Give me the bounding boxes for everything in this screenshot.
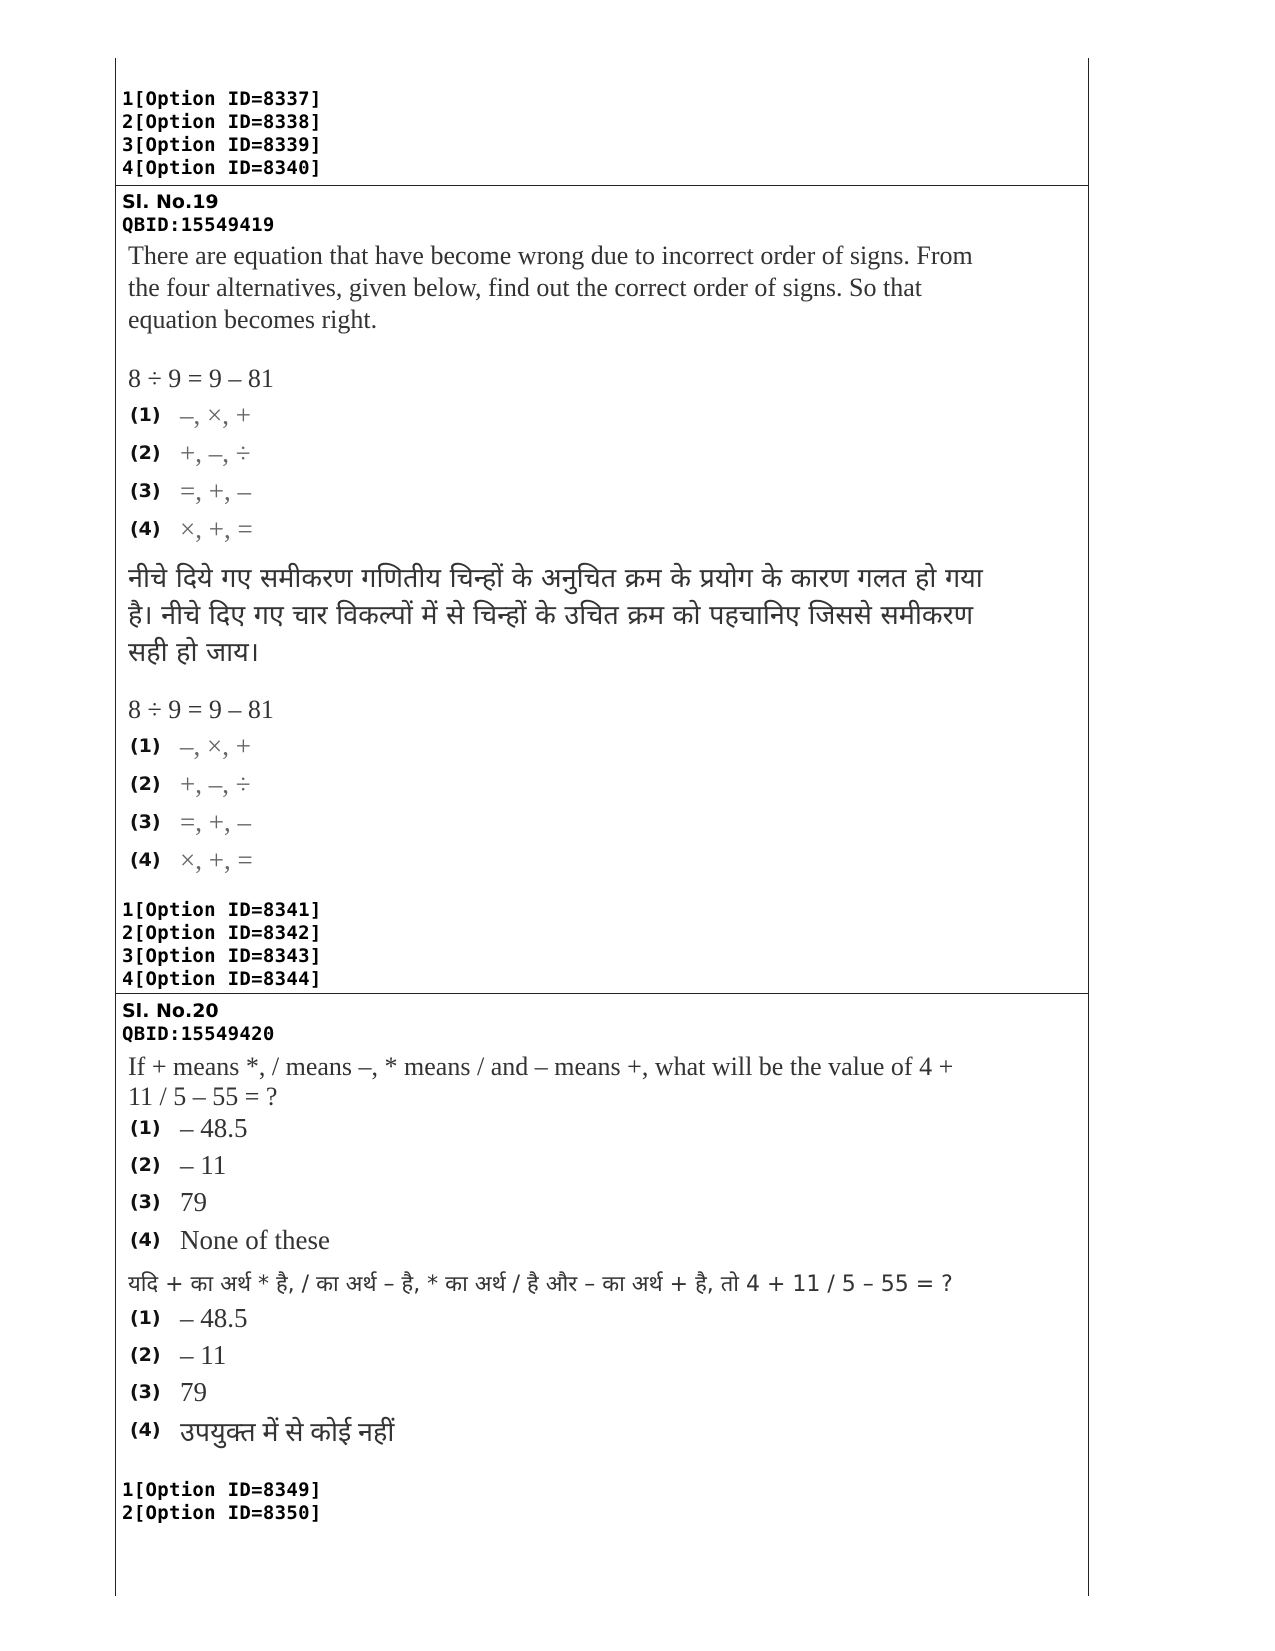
q20-option-2 — [130, 1150, 226, 1180]
q19-option-2 — [130, 438, 251, 468]
q20-option-3 — [130, 1187, 207, 1217]
option-text: उपयुक्त में से कोई नहीं — [180, 1416, 395, 1447]
q19-hindi-option-3 — [130, 807, 251, 837]
q19-header — [122, 191, 275, 237]
q19-english-question — [128, 240, 973, 336]
option-number: (1) — [130, 735, 161, 757]
q20-hindi-option-2 — [130, 1340, 226, 1370]
q20-serial: Sl. No.20 — [122, 1000, 219, 1022]
q20-hindi-option-1 — [130, 1303, 248, 1333]
option-id: 3[Option ID=8343] — [122, 945, 322, 967]
option-id: 3[Option ID=8339] — [122, 134, 322, 156]
option-text: =, +, – — [180, 806, 251, 837]
option-text: –, ×, + — [180, 399, 251, 430]
option-text: – 11 — [180, 1339, 227, 1370]
q19-hindi-question — [128, 560, 983, 671]
q19-hindi-option-2 — [130, 769, 251, 799]
option-number: (1) — [130, 1307, 161, 1329]
q19-hindi-option-1 — [130, 731, 251, 761]
option-number: (3) — [130, 811, 161, 833]
option-number: (2) — [130, 773, 161, 795]
option-text: ×, +, = — [180, 513, 253, 544]
option-text: – 48.5 — [180, 1112, 248, 1143]
option-text: =, +, – — [180, 475, 251, 506]
option-text: 79 — [180, 1186, 207, 1217]
option-id: 4[Option ID=8340] — [122, 157, 322, 179]
q19-option-4 — [130, 514, 253, 544]
option-text: None of these — [180, 1224, 330, 1255]
option-number: (1) — [130, 1117, 161, 1139]
option-number: (4) — [130, 1419, 161, 1441]
option-number: (2) — [130, 1344, 161, 1366]
option-text: 79 — [180, 1376, 207, 1407]
question-line: the four alternatives, given below, find out the correct order of signs. So that — [128, 273, 922, 302]
q19-qbid: QBID:15549419 — [122, 214, 275, 236]
option-number: (3) — [130, 1381, 161, 1403]
question-line: There are equation that have become wrong due to incorrect order of signs. From — [128, 241, 973, 270]
question-line: नीचे दिये गए समीकरण गणितीय चिन्हों के अनुचित क्रम के प्रयोग के कारण गलत हो गया — [128, 563, 983, 594]
option-id: 4[Option ID=8344] — [122, 968, 322, 990]
q20-header — [122, 1000, 275, 1046]
row-divider-20 — [115, 993, 1089, 994]
option-id: 2[Option ID=8342] — [122, 922, 322, 944]
row-divider-19 — [115, 185, 1089, 186]
option-id: 2[Option ID=8338] — [122, 111, 322, 133]
q19-serial: Sl. No.19 — [122, 191, 219, 213]
q19-option-ids — [122, 899, 322, 991]
option-id: 1[Option ID=8349] — [122, 1479, 322, 1501]
q20-option-1 — [130, 1113, 248, 1143]
question-line: है। नीचे दिए गए चार विकल्पों में से चिन्हों के उचित क्रम को पहचानिए जिससे समीकरण — [128, 600, 974, 631]
q20-option-ids — [122, 1479, 322, 1525]
option-number: (1) — [130, 404, 161, 426]
previous-option-ids — [122, 88, 322, 180]
option-text: +, –, ÷ — [180, 437, 251, 468]
q20-hindi-option-4 — [130, 1415, 394, 1445]
option-text: ×, +, = — [180, 844, 253, 875]
option-text: – 11 — [180, 1149, 227, 1180]
option-id: 1[Option ID=8341] — [122, 899, 322, 921]
q20-hindi-option-3 — [130, 1377, 207, 1407]
question-line: सही हो जाय। — [128, 637, 259, 668]
q19-hindi-equation: 8 ÷ 9 = 9 – 81 — [128, 695, 274, 724]
option-number: (4) — [130, 518, 161, 540]
option-text: –, ×, + — [180, 730, 251, 761]
q19-option-1 — [130, 400, 251, 430]
question-line: equation becomes right. — [128, 305, 378, 334]
option-text: – 48.5 — [180, 1302, 248, 1333]
option-number: (3) — [130, 1191, 161, 1213]
q20-english-question — [128, 1052, 953, 1112]
q20-option-4 — [130, 1225, 330, 1255]
option-number: (4) — [130, 849, 161, 871]
option-text: +, –, ÷ — [180, 768, 251, 799]
option-number: (2) — [130, 1154, 161, 1176]
option-id: 2[Option ID=8350] — [122, 1502, 322, 1524]
option-number: (3) — [130, 480, 161, 502]
option-number: (4) — [130, 1229, 161, 1251]
q20-hindi-question: यदि + का अर्थ * है, / का अर्थ – है, * का अर्थ / है और – का अर्थ + है, तो 4 + 11 / 5 – 55 = ? — [128, 1272, 953, 1297]
option-id: 1[Option ID=8337] — [122, 88, 322, 110]
q19-hindi-option-4 — [130, 845, 253, 875]
q19-equation: 8 ÷ 9 = 9 – 81 — [128, 364, 274, 393]
question-line: If + means *, / means –, * means / and – means +, what will be the value of 4 + — [128, 1052, 954, 1081]
question-line: 11 / 5 – 55 = ? — [128, 1082, 278, 1111]
q19-option-3 — [130, 476, 251, 506]
option-number: (2) — [130, 442, 161, 464]
q20-qbid: QBID:15549420 — [122, 1023, 275, 1045]
